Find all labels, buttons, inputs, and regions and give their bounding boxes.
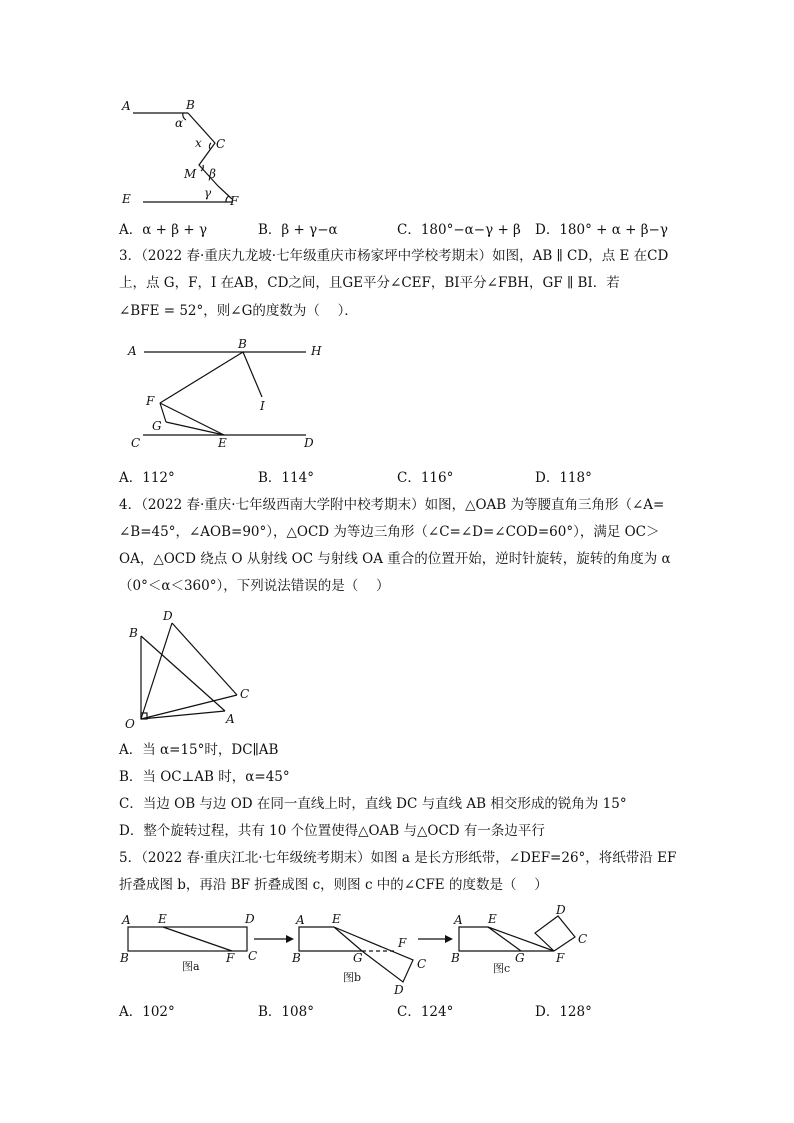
q4-label-B: B [129,626,138,640]
q5b-label-B: B [292,951,301,965]
q5c-label-B: B [451,951,460,965]
q5b-label-G: G [353,951,363,965]
q3-label-B: B [238,337,247,351]
q3-label-G: G [152,419,162,433]
q4-option-a[interactable]: A．当 α=15°时，DC∥AB [119,742,279,758]
q5b-label-F: F [398,936,407,950]
q5-option-c[interactable]: C．124° [397,1004,454,1020]
q2-option-c[interactable]: C．180°−α−γ + β [397,222,521,238]
q2-label-alpha: α [175,116,184,130]
q3-text-line-2: 上，点 G，F，I 在AB，CD之间，且GE平分∠CEF，BI平分∠FBH，GF ∥ BI．若 [119,275,620,291]
q5a-label-B: B [120,951,129,965]
q2-label-F: F [230,194,239,208]
q3-label-E: E [218,436,227,450]
q5b-caption: 图b [343,971,362,984]
q5a-label-C: C [248,949,258,963]
q5a-label-A: A [122,913,131,927]
q5b-label-A: A [296,913,305,927]
q3-label-I: I [260,399,265,413]
q5c-label-A: A [454,913,463,927]
q4-option-b[interactable]: B．当 OC⊥AB 时，α=45° [119,769,290,785]
q5-option-a[interactable]: A．102° [119,1004,175,1020]
q5-text-line-1: 5．（2022 春·重庆江北·七年级统考期末）如图 a 是长方形纸带，∠DEF=26°，将纸带沿 EF [119,850,677,866]
q5a-label-F: F [226,951,235,965]
q3-label-D: D [304,436,314,450]
q2-label-A: A [122,99,131,113]
q4-text-line-2: ∠B=45°，∠AOB=90°），△OCD 为等边三角形（∠C=∠D=∠COD=60°），满足 OC＞ [119,524,660,540]
q5c-label-E: E [488,912,497,926]
q5a-caption: 图a [182,960,200,973]
q3-option-b[interactable]: B．114° [258,470,314,486]
q5b-label-C: C [417,957,427,971]
q3-label-A: A [128,344,137,358]
q3-text-line-3: ∠BFE = 52°，则∠G的度数为（ ）． [119,303,358,319]
q3-label-H: H [311,344,322,358]
q5c-label-D: D [556,903,566,917]
q5c-caption: 图c [493,962,511,975]
q3-label-C: C [131,436,141,450]
q2-label-E: E [122,192,131,206]
q4-text-line-4: （0°＜α＜360°），下列说法错误的是（ ） [119,578,390,594]
q4-label-C: C [240,687,250,701]
q4-option-c[interactable]: C．当边 OB 与边 OD 在同一直线上时，直线 DC 与直线 AB 相交形成的锐角为 15° [119,796,627,812]
q5b-label-D: D [394,983,404,997]
q4-label-O: O [125,717,135,731]
q2-label-gamma: γ [204,186,212,200]
q4-label-A: A [226,712,235,726]
q5-option-b[interactable]: B．108° [258,1004,314,1020]
q5c-label-G: G [515,951,525,965]
q2-option-a[interactable]: A．α + β + γ [119,222,208,238]
q5b-label-E: E [332,912,341,926]
q5c-label-F: F [556,951,565,965]
q3-label-F: F [146,394,155,408]
q4-option-d[interactable]: D．整个旋转过程，共有 10 个位置使得△OAB 与△OCD 有一条边平行 [119,823,545,839]
q5a-label-D: D [245,912,255,926]
q5a-label-E: E [158,912,167,926]
q2-option-b[interactable]: B．β + γ−α [258,222,338,238]
q5-text-line-2: 折叠成图 b，再沿 BF 折叠成图 c，则图 c 中的∠CFE 的度数是（ ） [119,877,548,893]
q4-text-line-1: 4．（2022 春·重庆·七年级西南大学附中校考期末）如图，△OAB 为等腰直角三角形（∠A= [119,497,665,513]
q4-label-D: D [163,609,173,623]
q2-label-B: B [186,98,195,112]
q4-text-line-3: OA，△OCD 绕点 O 从射线 OC 与射线 OA 重合的位置开始，逆时针旋转，旋转的角度为 α [119,551,671,567]
q3-option-c[interactable]: C．116° [397,470,454,486]
q3-text-line-1: 3．（2022 春·重庆九龙坡·七年级重庆市杨家坪中学校考期末）如图，AB ∥ CD，点 E 在CD [119,248,669,264]
q3-option-a[interactable]: A．112° [119,470,175,486]
q2-label-beta: β [209,167,216,181]
q3-option-d[interactable]: D．118° [535,470,592,486]
q2-label-C: C [216,137,226,151]
q5c-label-C: C [578,932,588,946]
q5-option-d[interactable]: D．128° [535,1004,592,1020]
q2-option-d[interactable]: D．180° + α + β−γ [535,222,668,238]
q2-label-M: M [184,167,197,181]
q2-label-x: x [195,136,202,150]
